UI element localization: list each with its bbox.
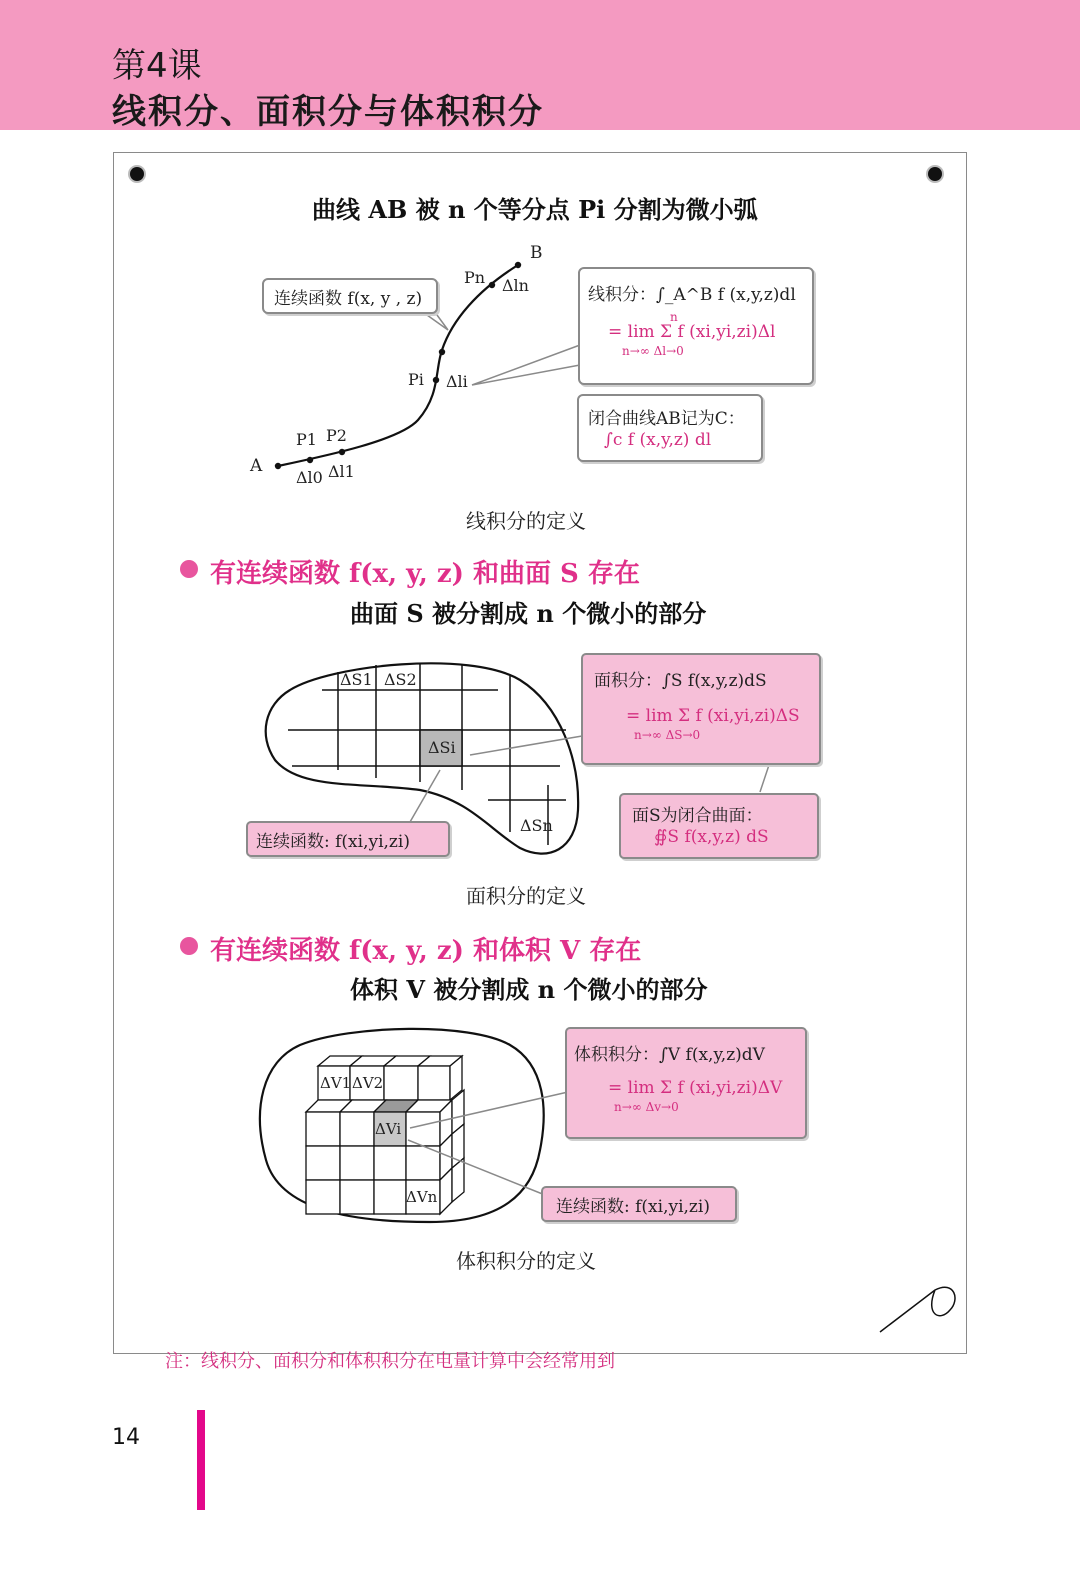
closed-surface-text: 面S为闭合曲面：: [632, 806, 763, 826]
label-dv2: ΔV2: [352, 1074, 384, 1092]
line-integral-formula: 线积分：∫_A^B f (x,y,z)dl: [588, 285, 796, 305]
label-b: B: [530, 243, 543, 263]
point-pn: [489, 282, 495, 288]
label-ds1: ΔS1: [340, 670, 373, 689]
volume-pink-heading: 有连续函数 f(x, y, z) 和体积 V 存在: [210, 936, 642, 966]
bullet-icon: [180, 937, 198, 955]
surface-formula: 面积分：∫S f(x,y,z)dS: [594, 671, 767, 691]
label-dvn: ΔVn: [406, 1188, 438, 1206]
line-integral-sum-sup: n: [670, 310, 678, 324]
line-integral-heading: 曲线 AB 被 n 个等分点 Pi 分割为微小弧: [312, 195, 758, 224]
page-bar: [197, 1410, 205, 1510]
closed-surface-formula: ∯S f(x,y,z) dS: [654, 827, 769, 847]
point-pi: [433, 377, 439, 383]
label-dsn: ΔSn: [520, 816, 553, 835]
label-p1: P1: [296, 430, 317, 449]
point-p2: [339, 449, 345, 455]
footnote: 注：线积分、面积分和体积积分在电量计算中会经常用到: [165, 1351, 615, 1372]
volume-formula: 体积积分：∫V f(x,y,z)dV: [574, 1045, 765, 1065]
label-pn: Pn: [464, 268, 486, 287]
surface-heading: 曲面 S 被分割成 n 个微小的部分: [350, 599, 707, 628]
label-dl0: Δl0: [296, 468, 323, 487]
line-integral-limit-sub: n→∞ Δl→0: [622, 344, 684, 358]
closed-curve-text: 闭合曲线AB记为C：: [588, 409, 745, 429]
label-dli: Δli: [446, 372, 468, 391]
point: [439, 349, 445, 355]
function-callout-text: 连续函数 f(x, y , z): [274, 289, 423, 309]
point-b: [515, 262, 521, 268]
volume-limit: = lim Σ f (xi,yi,zi)ΔV: [608, 1078, 783, 1098]
surface-function-text: 连续函数: f(xi,yi,zi): [256, 832, 410, 852]
label-dvi: ΔVi: [375, 1120, 402, 1138]
lesson-number: 第4课: [112, 46, 202, 86]
point-a: [275, 463, 281, 469]
volume-limit-sub: n→∞ Δv→0: [614, 1100, 679, 1114]
surface-caption: 面积分的定义: [466, 884, 586, 908]
surface-pink-heading: 有连续函数 f(x, y, z) 和曲面 S 存在: [210, 559, 640, 589]
point-p1: [307, 457, 313, 463]
label-dln: Δln: [502, 276, 529, 295]
page-number: 14: [112, 1425, 140, 1450]
volume-function-text: 连续函数: f(xi,yi,zi): [556, 1197, 710, 1217]
page-curl-icon: [880, 1287, 955, 1332]
label-p2: P2: [326, 426, 347, 445]
line-integral-limit: = lim Σ f (xi,yi,zi)Δl: [608, 322, 776, 342]
chapter-title: 线积分、面积分与体积积分: [112, 92, 544, 132]
line-integral-caption: 线积分的定义: [466, 509, 586, 533]
label-dsi: ΔSi: [428, 738, 456, 757]
label-pi: Pi: [408, 370, 424, 389]
volume-caption: 体积积分的定义: [456, 1249, 596, 1273]
bullet-icon: [180, 560, 198, 578]
surface-limit-sub: n→∞ ΔS→0: [634, 728, 701, 742]
label-dv1: ΔV1: [320, 1074, 352, 1092]
closed-curve-formula: ∫c f (x,y,z) dl: [604, 430, 712, 450]
label-a: A: [250, 456, 263, 476]
volume-heading: 体积 V 被分割成 n 个微小的部分: [350, 975, 708, 1004]
surface-limit: = lim Σ f (xi,yi,zi)ΔS: [626, 706, 800, 726]
label-ds2: ΔS2: [384, 670, 417, 689]
label-dl1: Δl1: [328, 462, 355, 481]
